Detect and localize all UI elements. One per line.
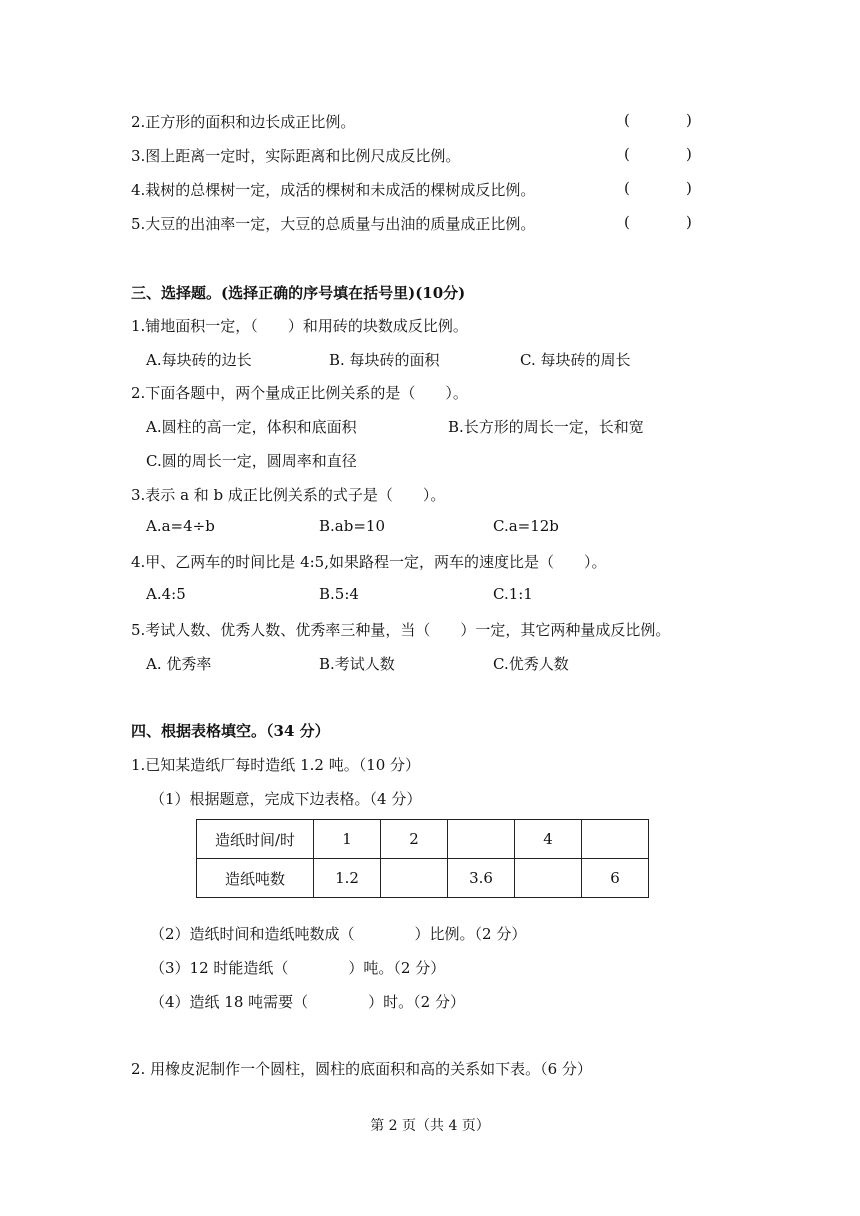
sub-question-1: （1）根据题意，完成下边表格。（4 分） bbox=[150, 790, 422, 808]
fill-question-1: 1.已知某造纸厂每时造纸 1.2 吨。（10 分） bbox=[131, 756, 421, 774]
table-cell[interactable]: 4 bbox=[515, 820, 582, 859]
judge-item-text: 4.栽树的总棵树一定，成活的棵树和未成活的棵树成反比例。 bbox=[131, 181, 536, 199]
table-row bbox=[197, 820, 649, 859]
option-b[interactable]: B. 每块砖的面积 bbox=[329, 351, 440, 369]
table-cell[interactable] bbox=[515, 859, 582, 898]
judge-item-text: 2.正方形的面积和边长成正比例。 bbox=[131, 113, 356, 131]
answer-paren[interactable]: ( ) bbox=[624, 145, 692, 163]
option-b[interactable]: B.5:4 bbox=[319, 585, 359, 603]
answer-paren[interactable]: ( ) bbox=[624, 111, 692, 129]
paper-production-table bbox=[196, 819, 649, 898]
section-3-heading: 三、选择题。(选择正确的序号填在括号里)(10分) bbox=[131, 284, 466, 302]
section-4-heading: 四、根据表格填空。（34 分） bbox=[131, 722, 330, 740]
table-cell[interactable]: 6 bbox=[582, 859, 649, 898]
option-a[interactable]: A.4:5 bbox=[146, 585, 186, 603]
table-row bbox=[197, 859, 649, 898]
option-a[interactable]: A.a=4÷b bbox=[146, 517, 215, 535]
choice-question-2: 2.下面各题中，两个量成正比例关系的是（ ）。 bbox=[131, 384, 468, 402]
sub-question-2: （2）造纸时间和造纸吨数成（ ）比例。（2 分） bbox=[150, 925, 527, 943]
option-b[interactable]: B.考试人数 bbox=[319, 655, 395, 673]
option-b[interactable]: B.ab=10 bbox=[319, 517, 385, 535]
table-cell[interactable]: 1 bbox=[314, 820, 381, 859]
table-cell[interactable] bbox=[448, 820, 515, 859]
row-header-time: 造纸时间/时 bbox=[197, 820, 314, 859]
table-cell[interactable] bbox=[381, 859, 448, 898]
table-cell[interactable]: 3.6 bbox=[448, 859, 515, 898]
option-a[interactable]: A.圆柱的高一定，体积和底面积 bbox=[146, 418, 357, 436]
option-c[interactable]: C.圆的周长一定，圆周率和直径 bbox=[146, 452, 357, 470]
option-a[interactable]: A. 优秀率 bbox=[146, 655, 212, 673]
row-header-tons: 造纸吨数 bbox=[197, 859, 314, 898]
judge-item-2 bbox=[131, 111, 355, 132]
option-c[interactable]: C.1:1 bbox=[493, 585, 533, 603]
judge-item-3 bbox=[131, 145, 460, 166]
choice-question-5: 5.考试人数、优秀人数、优秀率三种量，当（ ）一定，其它两种量成反比例。 bbox=[131, 621, 671, 639]
judge-item-text: 3.图上距离一定时，实际距离和比例尺成反比例。 bbox=[131, 147, 461, 165]
table-cell[interactable]: 1.2 bbox=[314, 859, 381, 898]
option-a[interactable]: A.每块砖的边长 bbox=[146, 351, 252, 369]
sub-question-3: （3）12 时能造纸（ ）吨。（2 分） bbox=[150, 959, 446, 977]
choice-question-3: 3.表示 a 和 b 成正比例关系的式子是（ ）。 bbox=[131, 486, 446, 504]
option-b[interactable]: B.长方形的周长一定，长和宽 bbox=[448, 418, 644, 436]
option-c[interactable]: C.优秀人数 bbox=[493, 655, 569, 673]
judge-item-5 bbox=[131, 213, 535, 234]
fill-question-2: 2. 用橡皮泥制作一个圆柱，圆柱的底面积和高的关系如下表。（6 分） bbox=[131, 1060, 592, 1078]
option-c[interactable]: C.a=12b bbox=[493, 517, 559, 535]
option-c[interactable]: C. 每块砖的周长 bbox=[520, 351, 631, 369]
judge-item-4 bbox=[131, 179, 535, 200]
choice-question-4: 4.甲、乙两车的时间比是 4:5,如果路程一定，两车的速度比是（ ）。 bbox=[131, 553, 607, 571]
sub-question-4: （4）造纸 18 吨需要（ ）时。（2 分） bbox=[150, 993, 465, 1011]
answer-paren[interactable]: ( ) bbox=[624, 213, 692, 231]
table-cell[interactable]: 2 bbox=[381, 820, 448, 859]
answer-paren[interactable]: ( ) bbox=[624, 179, 692, 197]
judge-item-text: 5.大豆的出油率一定，大豆的总质量与出油的质量成正比例。 bbox=[131, 215, 536, 233]
table-cell[interactable] bbox=[582, 820, 649, 859]
page-footer: 第 2 页（共 4 页） bbox=[370, 1118, 490, 1134]
choice-question-1: 1.铺地面积一定，（ ）和用砖的块数成反比例。 bbox=[131, 317, 468, 335]
